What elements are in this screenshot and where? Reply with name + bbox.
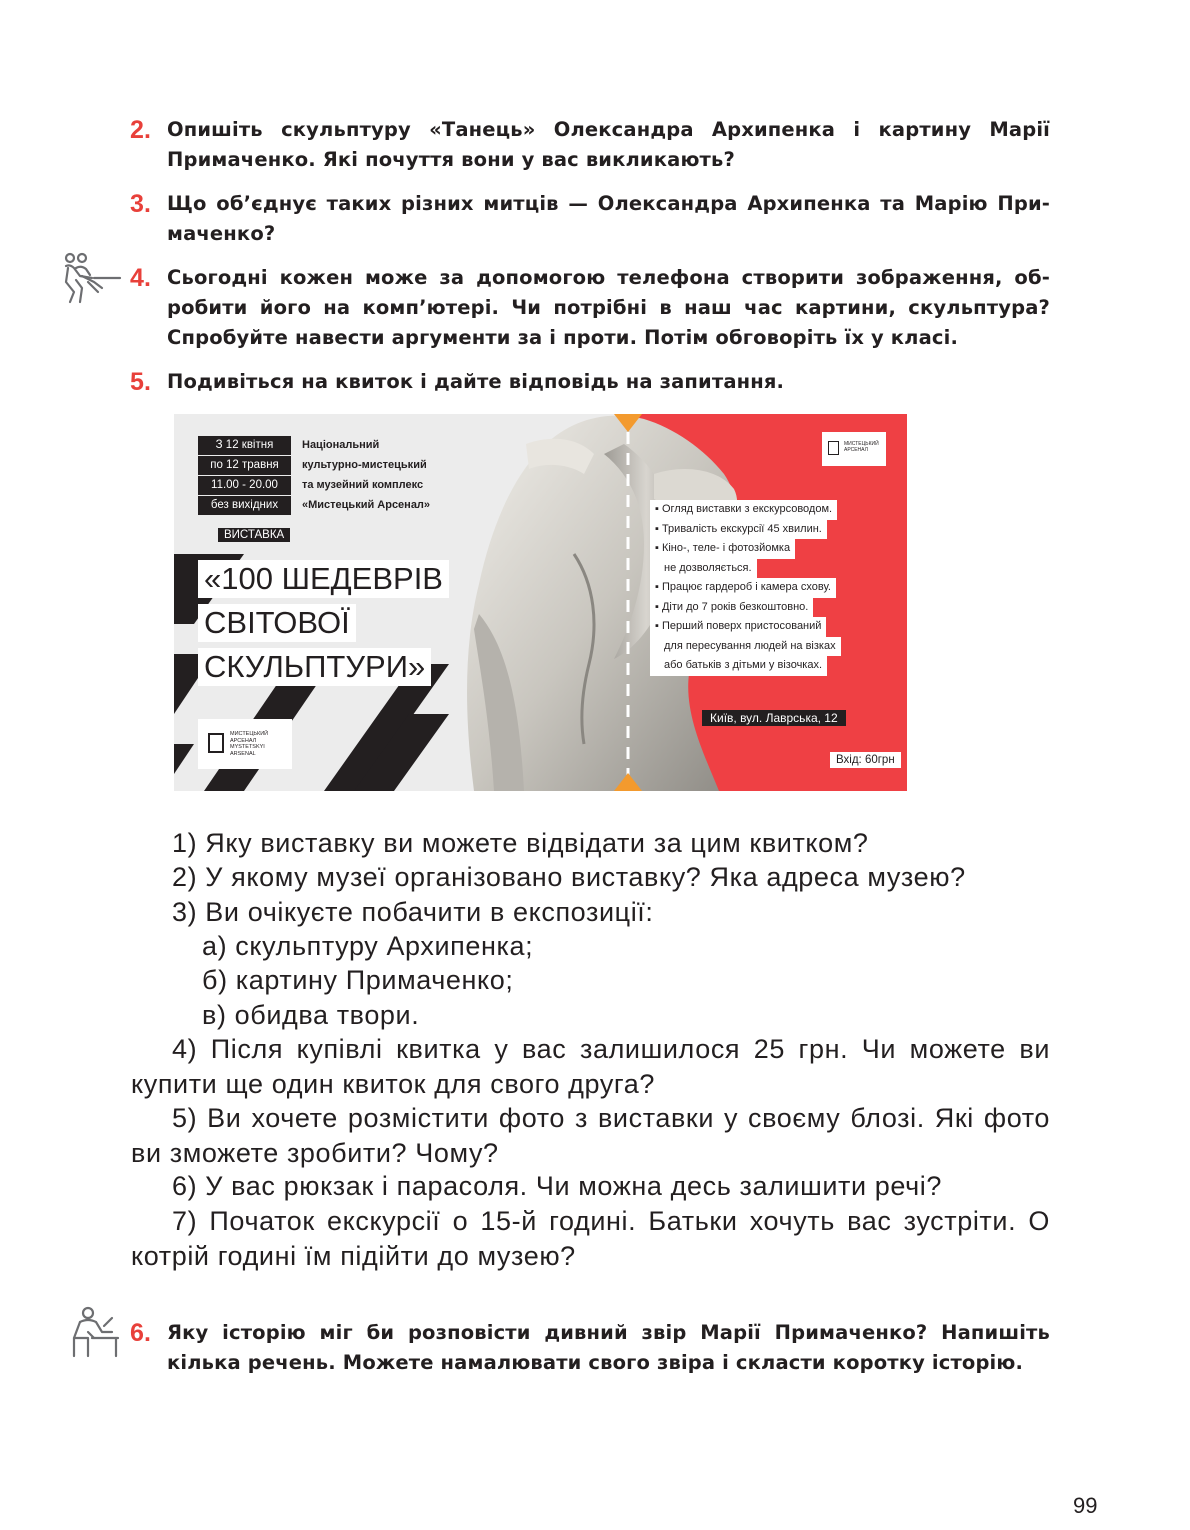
task-text: Що об’єднує таких різних митців — Олександра Архипенка та Марію При-маченко?	[167, 192, 1050, 245]
title-line: СВІТОВОЇ	[198, 604, 356, 642]
question-2: 2) У якому музеї організовано виставку? Яка адреса музею?	[172, 862, 966, 892]
question-3: 3) Ви очікуєте побачити в експозиції:	[172, 897, 654, 927]
title-line: СКУЛЬПТУРИ»	[198, 648, 431, 686]
rule-line: не дозволяється.	[650, 559, 757, 579]
ticket-dates	[198, 436, 291, 515]
option-c: в) обидва твори.	[202, 1000, 420, 1030]
ticket-organizer	[302, 435, 430, 515]
logo-text	[844, 441, 879, 453]
question-6: 6) У вас рюкзак і парасоля. Чи можна десь залишити речі?	[172, 1171, 943, 1201]
logo-line: АРСЕНАЛ	[230, 737, 257, 744]
organizer-line: та музейний комплекс	[302, 479, 424, 491]
ticket-date-line: по 12 травня	[198, 456, 291, 475]
question-4: 4) Після купівлі квитка у вас залишилося 25 грн. Чи можете ви купити ще один квиток для свого друга?	[131, 1034, 1050, 1099]
title-line: «100 ШЕДЕВРІВ	[198, 560, 449, 598]
logo-frame-icon	[208, 733, 224, 753]
question-7: 7) Початок екскурсії о 15-й годині. Батьки хочуть вас зустріти. О котрій годині їм підійти до музею?	[131, 1206, 1050, 1271]
organizer-line: культурно-мистецький	[302, 459, 427, 471]
page-number: 99	[1073, 1493, 1098, 1518]
task-number: 2.	[130, 116, 152, 144]
rule-line: ▪ Працює гардероб і камера схову.	[650, 578, 836, 598]
question-5: 5) Ви хочете розмістити фото з виставки у своєму блозі. Які фото ви зможете зробити? Чому?	[131, 1103, 1050, 1168]
rule-line: ▪ Діти до 7 років безкоштовно.	[650, 598, 813, 618]
option-b: б) картину Примаченко;	[202, 965, 514, 995]
rule-line: ▪ Перший поверх пристосований	[650, 617, 826, 637]
logo-line: МИСТЕЦЬКИЙ	[230, 731, 269, 737]
task-3	[130, 189, 1050, 249]
logo-line: АРСЕНАЛ	[844, 447, 868, 453]
task-number: 6.	[130, 1319, 152, 1347]
logo-line: МИСТЕЦЬКИЙ	[844, 441, 879, 447]
task-4	[130, 263, 1050, 353]
rule-line: для пересування людей на візках	[650, 637, 841, 657]
logo-text	[230, 731, 268, 757]
ticket-date-line: 11.00 - 20.00	[198, 476, 291, 495]
task-5	[130, 367, 1050, 397]
arsenal-logo-small	[822, 432, 886, 466]
task-text: Опишіть скульптуру «Танець» Олександра Архипенка і картину Марії Примаченко. Які почуття вони у вас викликають?	[167, 118, 1050, 171]
organizer-line: «Мистецький Арсенал»	[302, 499, 431, 511]
task-number: 4.	[130, 264, 152, 292]
task-text: Яку історію міг би розповісти дивний звір Марії Примаченко? Напишіть кілька речень. Можете намалювати свого звіра і скласти коротку історію.	[167, 1321, 1050, 1374]
logo-frame-icon	[828, 441, 839, 455]
rule-line: або батьків з дітьми у візочках.	[650, 656, 827, 676]
exhibition-label: ВИСТАВКА	[218, 528, 290, 542]
ticket-date-line: без вихідних	[198, 496, 291, 515]
arsenal-logo	[198, 719, 292, 769]
question-1: 1) Яку виставку ви можете відвідати за цим квитком?	[172, 828, 869, 858]
ticket-date-line: З 12 квітня	[198, 436, 291, 455]
logo-line: ARSENAL	[230, 750, 256, 757]
task-text: Сьогодні кожен може за допомогою телефона створити зображення, об-робити його на комп’ютері. Чи потрібні в наш час картини, скульптура? Спробуйте навести аргументи за і проти. Потім обговоріть їх у класі.	[167, 266, 1050, 349]
organizer-line: Національний	[302, 439, 380, 451]
task-6	[130, 1318, 1050, 1378]
museum-address: Київ, вул. Лаврська, 12	[702, 710, 846, 726]
exhibition-title	[198, 560, 449, 686]
task-text: Подивіться на квиток і дайте відповідь на запитання.	[167, 370, 785, 393]
task-number: 5.	[130, 368, 152, 396]
ticket-price: Вхід: 60грн	[830, 752, 901, 768]
writing-at-desk-icon	[66, 1306, 120, 1358]
task-2	[130, 115, 1050, 175]
rule-line: ▪ Огляд виставки з екскурсоводом.	[650, 500, 837, 520]
task-number: 3.	[130, 190, 152, 218]
group-discussion-icon	[62, 252, 126, 304]
rule-line: ▪ Тривалість екскурсії 45 хвилин.	[650, 520, 827, 540]
exhibition-ticket	[174, 414, 907, 791]
option-a: а) скульптуру Архипенка;	[202, 931, 534, 961]
logo-line: MYSTETSKYI	[230, 744, 265, 750]
rule-line: ▪ Кіно-, теле- і фотозйомка	[650, 539, 795, 559]
ticket-rules	[650, 500, 841, 676]
